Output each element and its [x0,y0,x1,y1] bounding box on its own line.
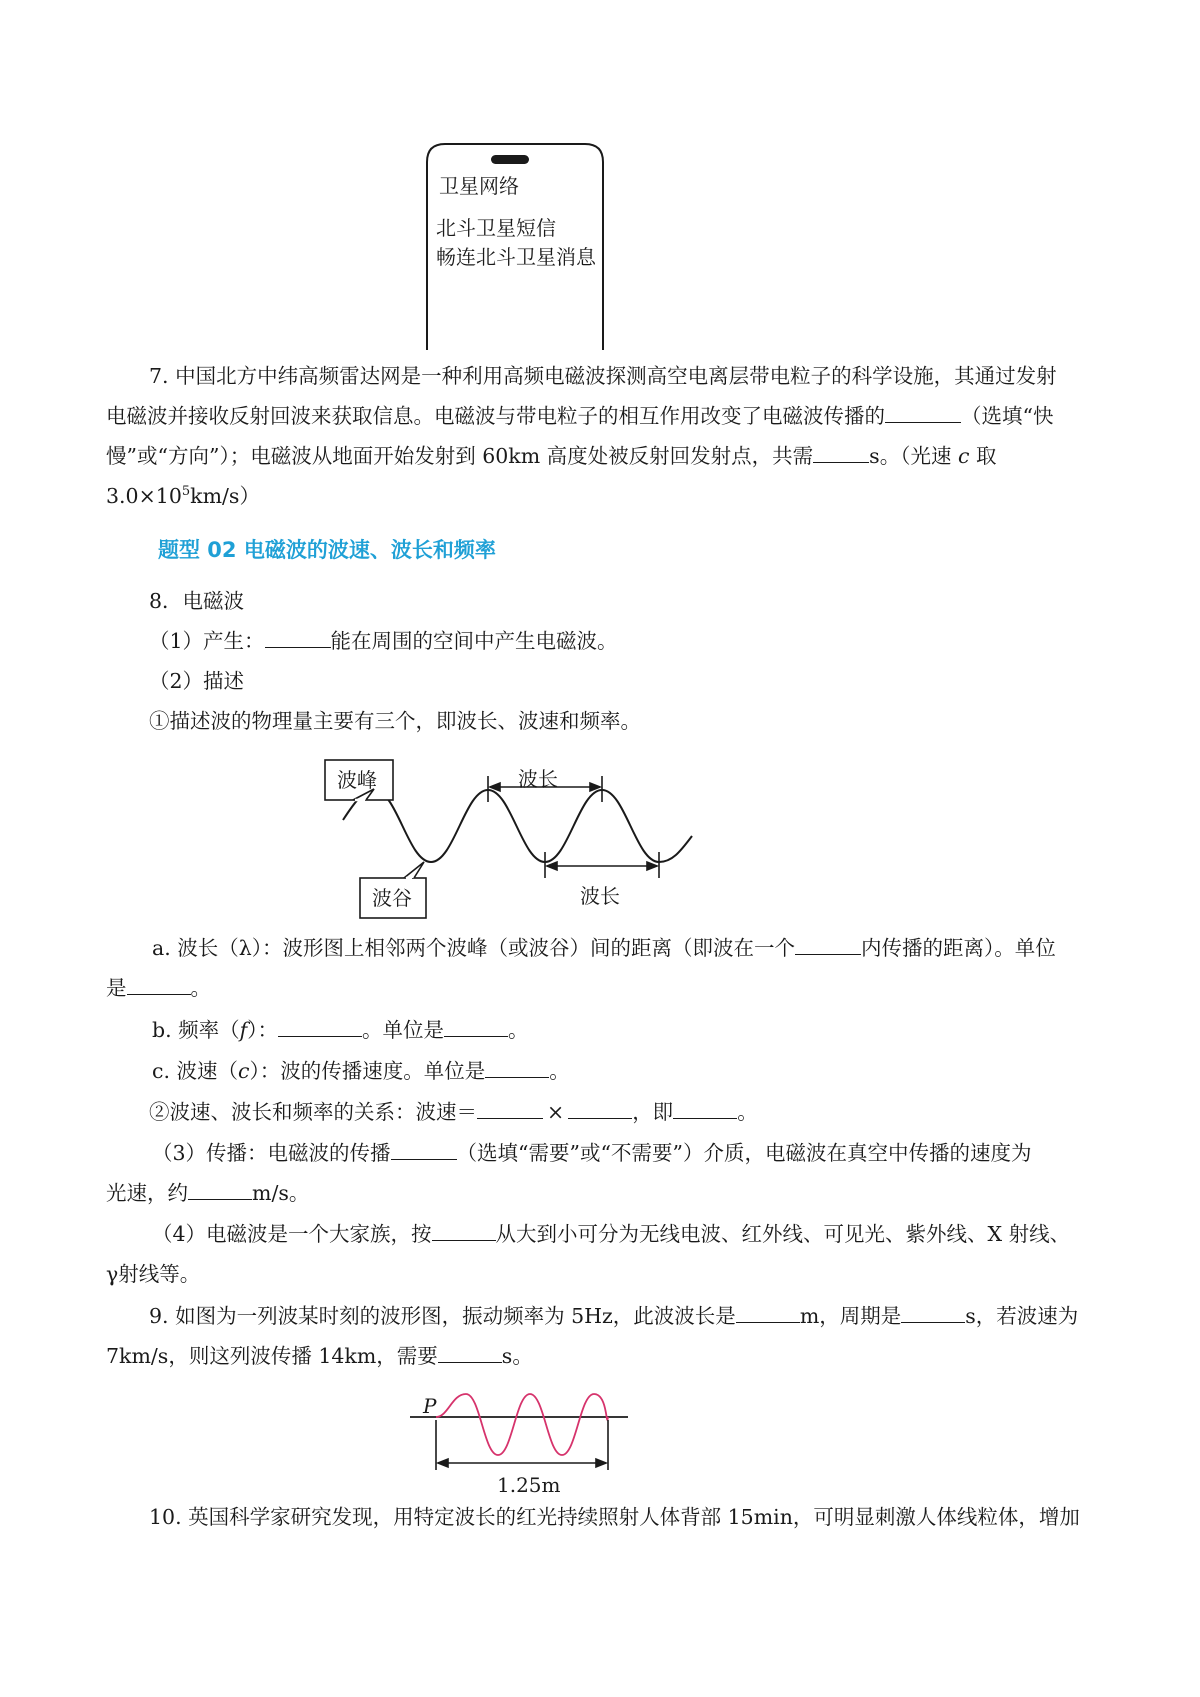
q9-line-1: 9. 如图为一列波某时刻的波形图，振动频率为 5Hz，此波波长是 m，周期是 s，若波速为 [149,1304,1079,1328]
q8-item-a-cont: 是 。 [106,976,211,1000]
q8-part-4-cont: γ射线等。 [106,1262,201,1286]
wavelength-top-label: 波长 [518,767,558,791]
length-label: 1.25m [497,1473,561,1497]
trough-label: 波谷 [372,886,412,910]
q10-line-1: 10. 英国科学家研究发现，用特定波长的红光持续照射人体背部 15min，可明显刺激人体线粒体，增加 [149,1505,1080,1529]
q9-line-2: 7km/s，则这列波传播 14km，需要 s。 [106,1344,533,1368]
phone-title: 卫星网络 [439,174,519,198]
q8-part-3: （3）传播：电磁波的传播 （选填“需要”或“不需要”）介质，电磁波在真空中传播的速度为 [152,1141,1032,1165]
point-p-label: P [423,1394,437,1418]
length-marker [436,1420,608,1470]
q8-item-c: c. 波速（c）：波的传播速度。单位是 。 [152,1059,570,1083]
q8-part-2: （2）描述 [149,669,245,693]
pink-wave [436,1394,608,1455]
q8-item-a: a. 波长（λ）：波形图上相邻两个波峰（或波谷）间的距离（即波在一个 内传播的距离）。单位 [152,936,1056,960]
wavelength-bottom-label: 波长 [580,884,620,908]
q7-line-2: 电磁波并接收反射回波来获取信息。电磁波与带电粒子的相互作用改变了电磁波传播的 （选填“快 [106,404,1054,428]
q8-part-4: （4）电磁波是一个大家族，按 从大到小可分为无线电波、红外线、可见光、紫外线、X 射线、 [152,1222,1071,1246]
phone-line-2: 畅连北斗卫星消息 [436,245,596,269]
q8-part-3-cont: 光速，约 m/s。 [106,1181,310,1205]
q8-relation: ②波速、波长和频率的关系：波速＝ × ，即 。 [149,1100,758,1124]
q7-line-3: 慢”或“方向”）；电磁波从地面开始发射到 60km 高度处被反射回发射点，共需 s。（光速 c 取 [106,444,997,468]
q8-part-1: （1）产生： 能在周围的空间中产生电磁波。 [149,629,618,653]
q7-line-1: 7. 中国北方中纬高频雷达网是一种利用高频电磁波探测高空电离层带电粒子的科学设施，其通过发射 [149,364,1057,388]
phone-line-1: 北斗卫星短信 [436,216,556,240]
section-heading: 题型 02 电磁波的波速、波长和频率 [158,538,496,562]
q8-part-2-desc: ①描述波的物理量主要有三个，即波长、波速和频率。 [149,709,641,733]
crest-label: 波峰 [337,768,377,792]
q7-line-4: $3.0\times 10^5km/s$） [106,484,260,508]
q8-title: 8．电磁波 [149,589,245,613]
pink-wave-start [436,1417,452,1455]
q8-item-b: b. 频率（f）： 。单位是 。 [152,1018,529,1042]
